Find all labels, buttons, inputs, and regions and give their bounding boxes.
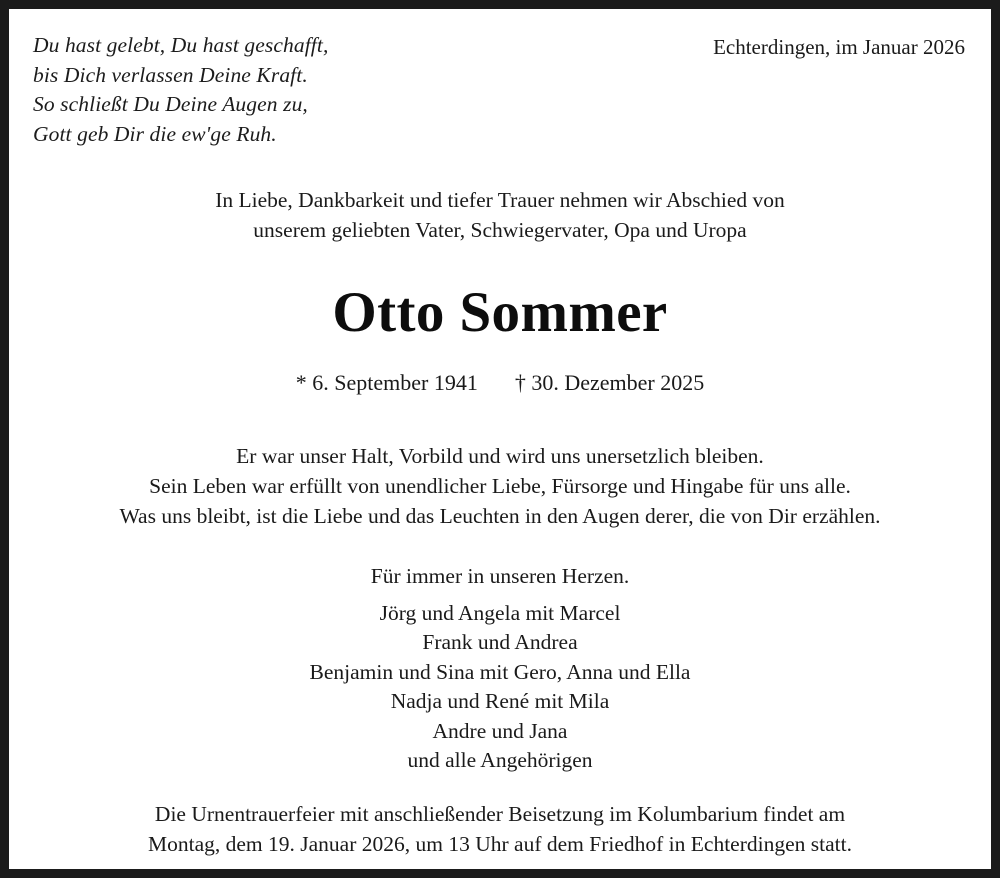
memorial-poem <box>33 31 328 149</box>
family-line-6: und alle Angehörigen <box>407 748 593 773</box>
family-line-2: Frank und Andrea <box>422 630 578 655</box>
intro-text <box>9 185 991 245</box>
header-row <box>9 9 991 149</box>
tribute-text <box>9 441 991 531</box>
deceased-name: Otto Sommer <box>332 281 668 344</box>
birth-symbol: * <box>295 370 307 395</box>
poem-line-2: bis Dich verlassen Deine Kraft. <box>33 62 308 87</box>
intro-line-1: In Liebe, Dankbarkeit und tiefer Trauer nehmen wir Abschied von <box>215 188 785 212</box>
service-line-2: Montag, dem 19. Januar 2026, um 13 Uhr auf dem Friedhof in Echterdingen statt. <box>148 832 852 856</box>
intro-line-2: unserem geliebten Vater, Schwiegervater, Opa und Uropa <box>253 218 747 242</box>
death-symbol: † <box>514 370 526 395</box>
poem-line-4: Gott geb Dir die ew'ge Ruh. <box>33 121 277 146</box>
poem-line-1: Du hast gelebt, Du hast geschafft, <box>33 33 329 57</box>
closing-text: Für immer in unseren Herzen. <box>370 564 630 588</box>
death-date: 30. Dezember 2025 <box>531 370 705 395</box>
family-line-3: Benjamin und Sina mit Gero, Anna und Ella <box>309 659 691 684</box>
family-names <box>9 599 991 775</box>
service-line-1: Die Urnentrauerfeier mit anschließender Beisetzung im Kolumbarium findet am <box>154 802 846 826</box>
tribute-line-2: Sein Leben war erfüllt von unendlicher Liebe, Fürsorge und Hingabe für uns alle. <box>149 474 851 498</box>
family-line-4: Nadja und René mit Mila <box>390 689 610 714</box>
obituary-inner <box>9 9 991 869</box>
place-and-date: Echterdingen, im Januar 2026 <box>713 35 965 59</box>
service-details <box>9 799 991 859</box>
family-line-1: Jörg und Angela mit Marcel <box>379 601 621 625</box>
life-dates <box>9 368 991 398</box>
birth-date: 6. September 1941 <box>312 370 478 395</box>
tribute-line-1: Er war unser Halt, Vorbild und wird uns unersetzlich bleiben. <box>236 444 764 468</box>
tribute-line-3: Was uns bleibt, ist die Liebe und das Leuchten in den Augen derer, die von Dir erzählen. <box>119 504 881 528</box>
poem-line-3: So schließt Du Deine Augen zu, <box>33 92 308 116</box>
family-line-5: Andre und Jana <box>432 718 568 743</box>
